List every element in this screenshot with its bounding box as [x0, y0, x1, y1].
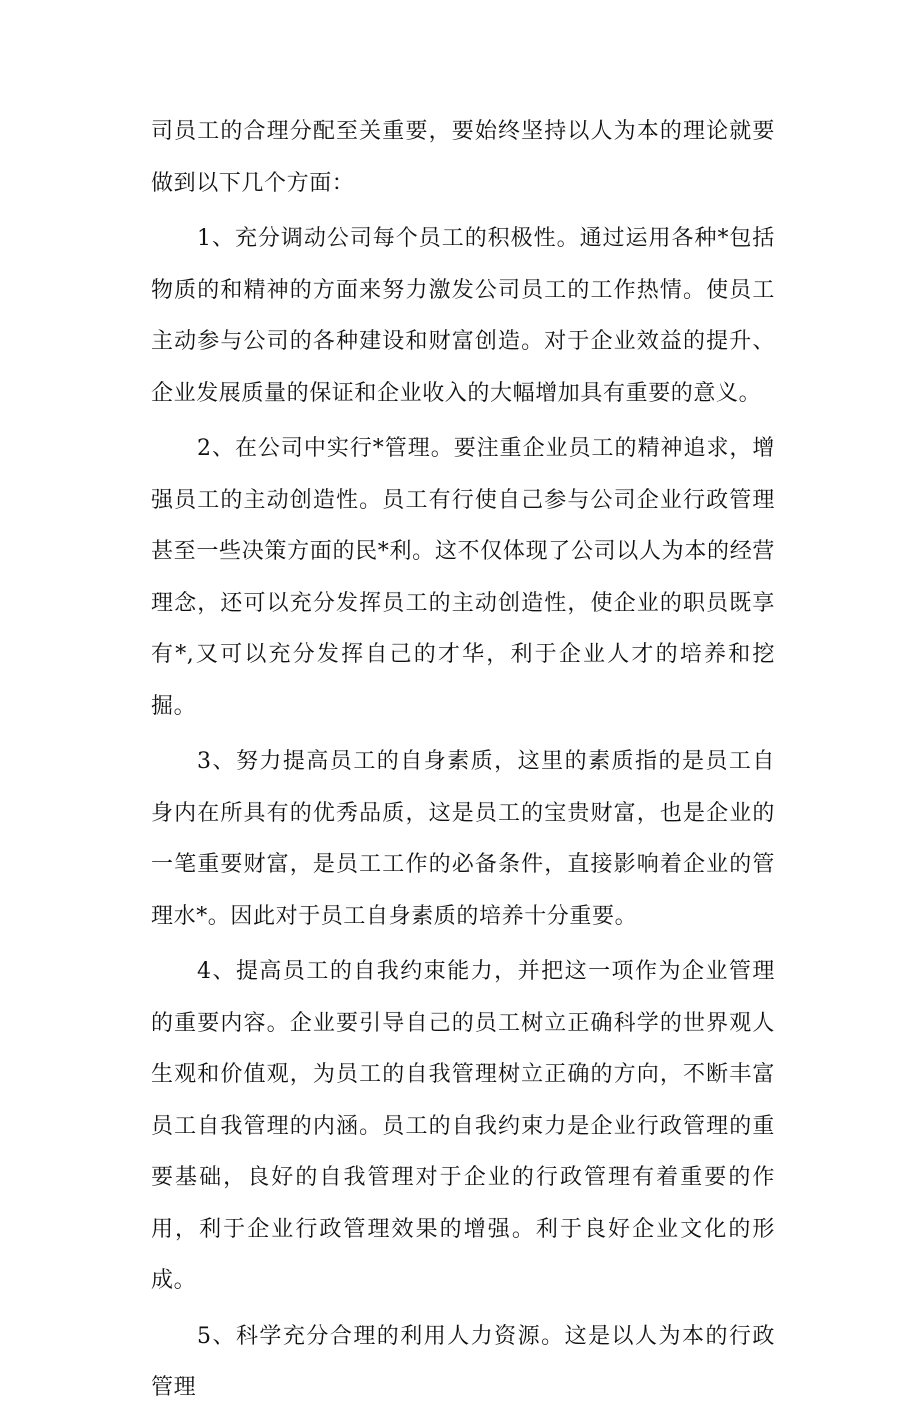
paragraph-intro-continuation: 司员工的合理分配至关重要，要始终坚持以人为本的理论就要做到以下几个方面： — [151, 119, 775, 196]
document-body — [151, 106, 775, 1414]
paragraph-point-4: 4、提高员工的自我约束能力，并把这一项作为企业管理的重要内容。企业要引导自己的员工树立正确科学的世界观人生观和价值观，为员工的自我管理树立正确的方向，不断丰富员工自我管理的内涵。员工的自我约束力是企业行政管理的重要基础，良好的自我管理对于企业的行政管理有着重要的作用，利于企业行政管理效果的增强。利于良好企业文化的形成。 — [151, 959, 775, 1293]
paragraph-point-2: 2、在公司中实行*管理。要注重企业员工的精神追求，增强员工的主动创造性。员工有行使自己参与公司企业行政管理甚至一些决策方面的民*利。这不仅体现了公司以人为本的经营理念，还可以充分发挥员工的主动创造性，使企业的职员既享有*,又可以充分发挥自己的才华，利于企业人才的培养和挖掘。 — [151, 436, 775, 719]
paragraph-point-5: 5、科学充分合理的利用人力资源。这是以人为本的行政管理 — [151, 1323, 775, 1400]
paragraph-point-1: 1、充分调动公司每个员工的积极性。通过运用各种*包括物质的和精神的方面来努力激发公司员工的工作热情。使员工主动参与公司的各种建设和财富创造。对于企业效益的提升、企业发展质量的保证和企业收入的大幅增加具有重要的意义。 — [151, 226, 775, 406]
paragraph-point-3: 3、努力提高员工的自身素质，这里的素质指的是员工自身内在所具有的优秀品质，这是员工的宝贵财富，也是企业的一笔重要财富，是员工工作的必备条件，直接影响着企业的管理水*。因此对于员工自身素质的培养十分重要。 — [151, 749, 775, 929]
